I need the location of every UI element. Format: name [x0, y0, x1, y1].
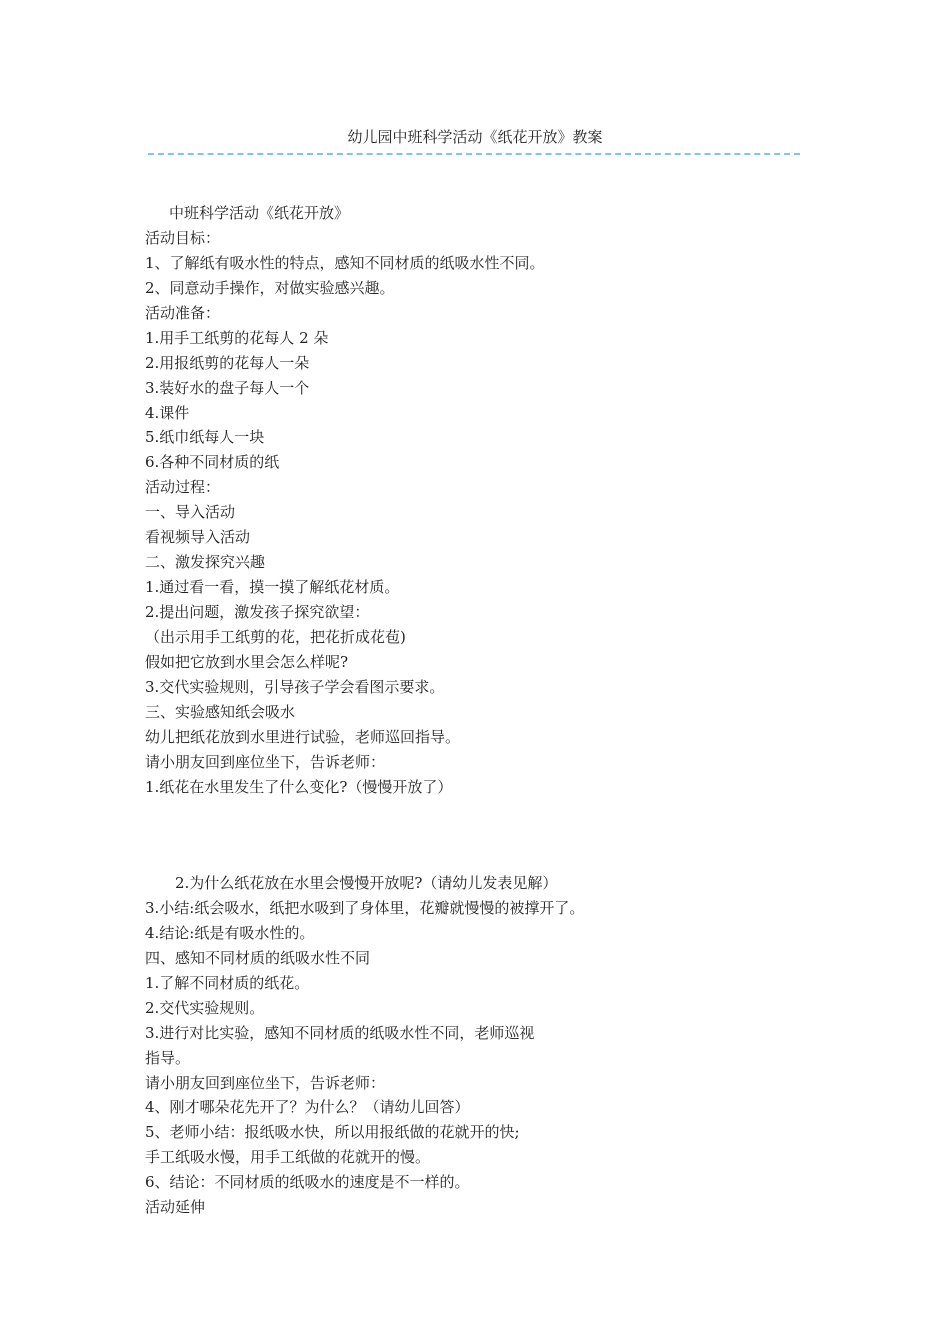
paragraph-line: 1.用手工纸剪的花每人 2 朵 — [145, 328, 329, 347]
paragraph-line: 幼儿把纸花放到水里进行试验，老师巡回指导。 — [145, 727, 461, 746]
document-title: 幼儿园中班科学活动《纸花开放》教案 — [347, 128, 603, 146]
paragraph-line: 四、感知不同材质的纸吸水性不同 — [145, 948, 371, 967]
paragraph-line: 活动过程： — [145, 478, 221, 497]
paragraph-line: 5.纸巾纸每人一块 — [145, 428, 265, 447]
paragraph-line: 活动准备： — [145, 303, 221, 322]
paragraph-line: 2.为什么纸花放在水里会慢慢开放呢?（请幼儿发表见解） — [175, 874, 558, 892]
paragraph-line: 三、实验感知纸会吸水 — [145, 702, 296, 721]
paragraph-line: 3.交代实验规则，引导孩子学会看图示要求。 — [145, 677, 445, 696]
paragraph-line: 假如把它放到水里会怎么样呢? — [145, 652, 349, 671]
paragraph-line: 请小朋友回到座位坐下，告诉老师： — [145, 752, 386, 771]
paragraph-line: 请小朋友回到座位坐下，告诉老师： — [145, 1073, 386, 1092]
paragraph-line: 手工纸吸水慢，用手工纸做的花就开的慢。 — [145, 1148, 431, 1167]
paragraph-line: 3.小结:纸会吸水，纸把水吸到了身体里，花瓣就慢慢的被撑开了。 — [145, 898, 585, 917]
paragraph-line: 二、激发探究兴趣 — [145, 553, 266, 572]
paragraph-line: （出示用手工纸剪的花，把花折成花苞) — [145, 627, 406, 646]
paragraph-line: 4.结论:纸是有吸水性的。 — [145, 923, 315, 942]
dashed-divider — [148, 153, 800, 155]
paragraph-line: 2、同意动手操作，对做实验感兴趣。 — [145, 278, 395, 297]
paragraph-line: 3.装好水的盘子每人一个 — [145, 378, 310, 397]
paragraph-line: 指导。 — [145, 1048, 191, 1067]
paragraph-line: 6.各种不同材质的纸 — [145, 453, 280, 472]
paragraph-line: 1.纸花在水里发生了什么变化?（慢慢开放了） — [145, 777, 453, 796]
paragraph-line: 一、导入活动 — [145, 503, 236, 522]
paragraph-line: 2.用报纸剪的花每人一朵 — [145, 353, 310, 372]
paragraph-line: 4.课件 — [145, 403, 190, 422]
paragraph-line: 1.了解不同材质的纸花。 — [145, 973, 310, 992]
paragraph-line: 4、刚才哪朵花先开了？为什么？（请幼儿回答） — [145, 1098, 470, 1117]
paragraph-line: 5、老师小结：报纸吸水快，所以用报纸做的花就开的快; — [145, 1123, 520, 1142]
document-body-section-1 — [145, 201, 805, 800]
paragraph-line: 1.通过看一看，摸一摸了解纸花材质。 — [145, 578, 400, 597]
section-heading: 中班科学活动《纸花开放》 — [169, 204, 350, 222]
paragraph-line: 6、结论：不同材质的纸吸水的速度是不一样的。 — [145, 1173, 470, 1192]
paragraph-line: 2.提出问题，激发孩子探究欲望： — [145, 603, 370, 621]
paragraph-line: 1、了解纸有吸水性的特点，感知不同材质的纸吸水性不同。 — [145, 253, 545, 272]
paragraph-line: 2.交代实验规则。 — [145, 998, 265, 1017]
paragraph-line: 活动延伸 — [145, 1198, 206, 1217]
document-body-section-2 — [145, 871, 805, 1220]
paragraph-line: 3.进行对比实验，感知不同材质的纸吸水性不同，老师巡视 — [145, 1023, 535, 1042]
paragraph-line: 活动目标： — [145, 228, 221, 247]
paragraph-line: 看视频导入活动 — [145, 528, 251, 547]
